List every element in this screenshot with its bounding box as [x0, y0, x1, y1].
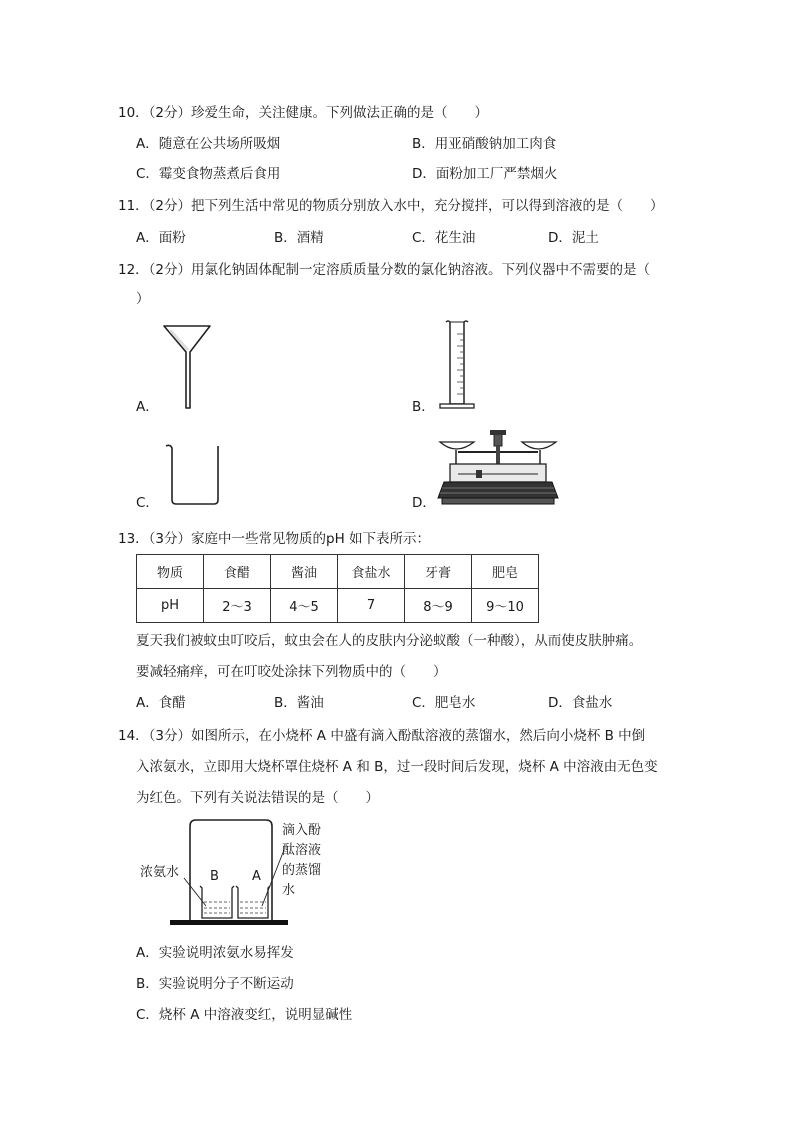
question-10-option-b[interactable]: B．用亚硝酸钠加工肉食: [412, 136, 557, 152]
question-13-text-line2: 要减轻痛痒，可在叮咬处涂抹下列物质中的（ ）: [136, 664, 447, 680]
table-cell: 4～5: [271, 589, 338, 623]
question-12-stem-line2: ）: [136, 291, 150, 307]
table-cell: 肥皂: [472, 555, 539, 589]
balance-scale-icon: [436, 428, 560, 510]
label-phenolphthalein-line4: 水: [282, 883, 296, 898]
label-phenolphthalein-line3: 的蒸馏: [282, 863, 322, 878]
question-14-option-c[interactable]: C．烧杯 A 中溶液变红，说明显碱性: [136, 1007, 353, 1023]
question-11-stem: 11．（2分）把下列生活中常见的物质分别放入水中，充分搅拌，可以得到溶液的是（ ）: [118, 198, 664, 214]
question-10-option-d[interactable]: D．面粉加工厂严禁烟火: [412, 166, 558, 182]
question-14-stem-line1: 14．（3分）如图所示，在小烧杯 A 中盛有滴入酚酞溶液的蒸馏水，然后向小烧杯 B 中倒: [118, 728, 646, 744]
table-cell: 9～10: [472, 589, 539, 623]
question-13-option-a[interactable]: A．食醋: [136, 695, 186, 711]
table-cell: 2～3: [204, 589, 271, 623]
table-cell: 食盐水: [338, 555, 405, 589]
question-10-option-a[interactable]: A．随意在公共场所吸烟: [136, 136, 281, 152]
table-cell: 酱油: [271, 555, 338, 589]
question-13-option-d[interactable]: D．食盐水: [548, 695, 613, 711]
label-concentrated-ammonia: 浓氨水: [140, 865, 180, 880]
question-13-option-b[interactable]: B．酱油: [274, 695, 324, 711]
question-12-option-d-label[interactable]: D．: [412, 495, 436, 511]
question-12-option-b-label[interactable]: B．: [412, 399, 435, 415]
label-beaker-a: A: [252, 869, 261, 884]
beaker-icon: [160, 440, 224, 506]
label-phenolphthalein-line2: 酞溶液: [282, 843, 322, 858]
question-14-stem-line2: 入浓氨水，立即用大烧杯罩住烧杯 A 和 B，过一段时间后发现，烧杯 A 中溶液由无色变: [136, 759, 658, 775]
table-cell: 食醋: [204, 555, 271, 589]
table-cell: pH: [137, 589, 204, 623]
question-10-stem: 10．（2分）珍爱生命，关注健康。下列做法正确的是（ ）: [118, 105, 489, 121]
question-12-option-c-label[interactable]: C．: [136, 495, 159, 511]
question-14-option-b[interactable]: B．实验说明分子不断运动: [136, 976, 294, 992]
question-14-option-a[interactable]: A．实验说明浓氨水易挥发: [136, 945, 294, 961]
table-cell: 牙膏: [405, 555, 472, 589]
table-row: [137, 555, 539, 589]
question-10-option-c[interactable]: C．霉变食物蒸煮后食用: [136, 166, 281, 182]
table-cell: 7: [338, 589, 405, 623]
question-12-option-a-label[interactable]: A．: [136, 399, 159, 415]
question-13-stem: 13．（3分）家庭中一些常见物质的pH 如下表所示：: [118, 531, 431, 547]
ammonia-diffusion-apparatus-figure: [138, 816, 338, 932]
funnel-icon: [158, 320, 218, 412]
table-row: [137, 589, 539, 623]
question-13-text-line1: 夏天我们被蚊虫叮咬后，蚊虫会在人的皮肤内分泌蚁酸（一种酸），从而使皮肤肿痛。: [136, 633, 643, 649]
question-11-option-d[interactable]: D．泥土: [548, 230, 599, 246]
label-phenolphthalein-line1: 滴入酚: [282, 823, 322, 838]
table-cell: 物质: [137, 555, 204, 589]
question-11-option-c[interactable]: C．花生油: [412, 230, 476, 246]
graduated-cylinder-icon: [432, 318, 482, 412]
question-11-option-b[interactable]: B．酒精: [274, 230, 324, 246]
label-beaker-b: B: [210, 869, 219, 884]
question-14-stem-line3: 为红色。下列有关说法错误的是（ ）: [136, 790, 379, 806]
ph-table: [136, 554, 539, 623]
question-13-option-c[interactable]: C．肥皂水: [412, 695, 476, 711]
table-cell: 8～9: [405, 589, 472, 623]
question-12-stem-line1: 12．（2分）用氯化钠固体配制一定溶质质量分数的氯化钠溶液。下列仪器中不需要的是（: [118, 262, 651, 278]
question-11-option-a[interactable]: A．面粉: [136, 230, 186, 246]
